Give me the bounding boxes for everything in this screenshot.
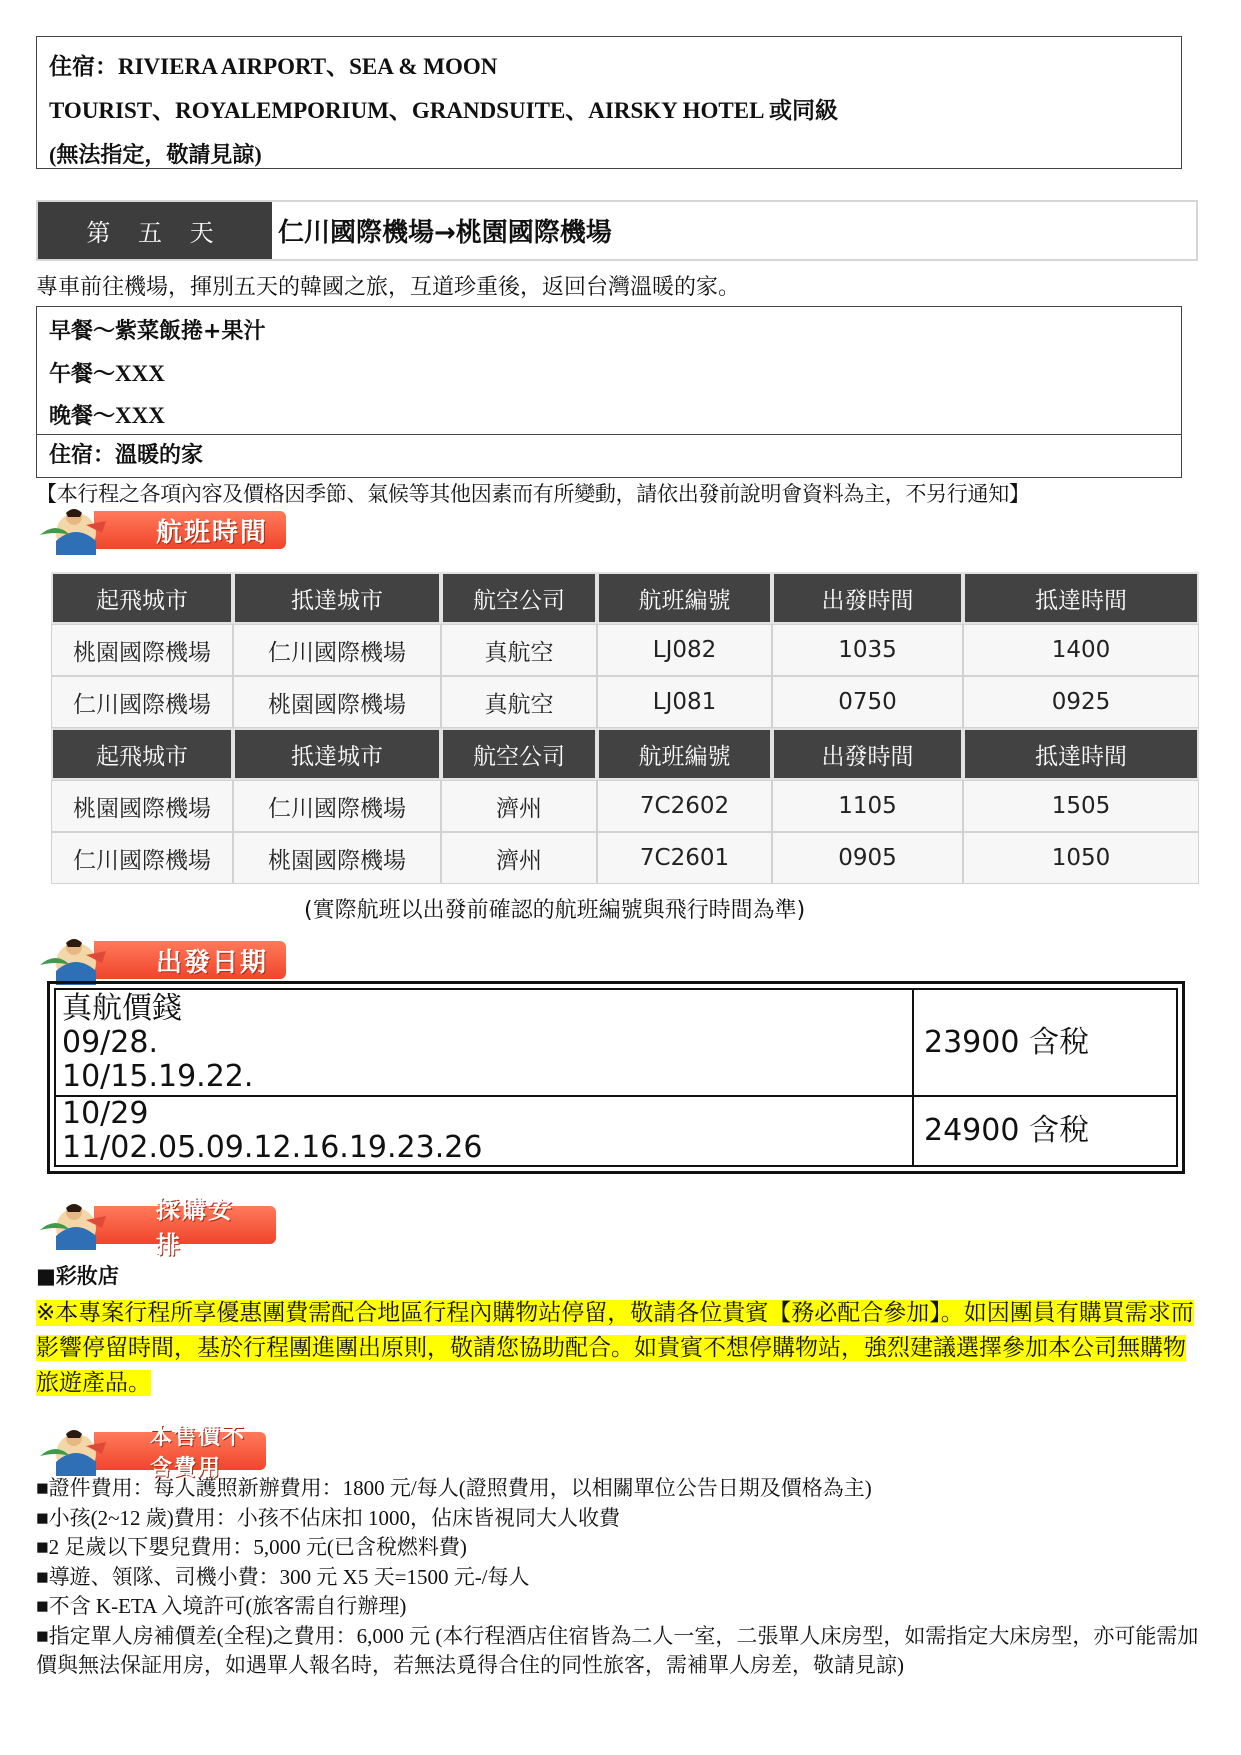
- table-row: 桃園國際機場 仁川國際機場 真航空 LJ082 1035 1400: [51, 624, 1199, 676]
- hotel-info-box: [36, 36, 1182, 169]
- day-header: [36, 200, 1198, 261]
- hotel-line-1: 住宿：RIVIERA AIRPORT、SEA & MOON: [49, 54, 498, 79]
- header-flight-number: 航班編號: [597, 572, 772, 624]
- table-row: 仁川國際機場 桃園國際機場 真航空 LJ081 0750 0925: [51, 676, 1199, 728]
- price-amount: 23900 含稅: [913, 989, 1177, 1096]
- shopping-note: ※本專案行程所享優惠團費需配合地區行程內購物站停留，敬請各位貴賓【務必配合參加】。如因團員有購買需求而影響停留時間，基於行程團進團出原則，敬請您協助配合。如貴賓不想停購物站，強烈建議選擇參加本公司無購物旅遊產品。: [36, 1300, 1194, 1396]
- traveler-icon: [36, 935, 110, 985]
- list-item: ■不含 K-ETA 入境許可(旅客需自行辦理): [36, 1594, 407, 1618]
- price-table-frame: [47, 981, 1185, 1174]
- price-dates: 10/29 11/02.05.09.12.16.19.23.26: [55, 1096, 913, 1166]
- price-dates: 真航價錢 09/28. 10/15.19.22.: [55, 989, 913, 1096]
- stay-info: 住宿：溫暖的家: [36, 434, 1182, 478]
- list-item: ■小孩(2~12 歲)費用：小孩不佔床扣 1000，佔床皆視同大人收費: [36, 1505, 621, 1530]
- hotel-line-2: TOURIST、ROYALEMPORIUM、GRANDSUITE、AIRSKY HOTEL 或同級: [49, 98, 838, 123]
- excluded-fees-list: [36, 1474, 1206, 1681]
- traveler-icon: [36, 505, 110, 555]
- day-route: 仁川國際機場→桃園國際機場: [278, 218, 612, 248]
- list-item: ■證件費用：每人護照新辦費用：1800 元/每人(證照費用，以相關單位公告日期及價格為主): [36, 1476, 872, 1500]
- shopping-section-title: 採購安排: [94, 1206, 276, 1244]
- excluded-fees-banner: [36, 1425, 266, 1481]
- list-item: ■指定單人房補價差(全程)之費用：6,000 元 (本行程酒店住宿皆為二人一室，二張單人床房型，如需指定大床房型，亦可能需加價與無法保証用房，如遇單人報名時，若無法覓得合住的同性旅客，需補單人房差，敬請見諒): [36, 1623, 1199, 1677]
- table-row: 桃園國際機場 仁川國際機場 濟州 7C2602 1105 1505: [51, 780, 1199, 832]
- day-label: 第 五 天: [38, 202, 272, 259]
- meal-lunch: 午餐～XXX: [49, 361, 165, 387]
- price-table: [54, 988, 1178, 1167]
- header-departure-city: 起飛城市: [51, 572, 233, 624]
- itinerary-notice: 【本行程之各項內容及價格因季節、氣候等其他因素而有所變動，請依出發前說明會資料為主，不另行通知】: [36, 482, 1030, 506]
- departure-section-banner: [36, 935, 296, 979]
- header-arrival-city: 抵達城市: [233, 572, 441, 624]
- table-row: [55, 989, 1177, 1096]
- hotel-line-3: (無法指定，敬請見諒): [49, 142, 262, 167]
- shopping-section-banner: [36, 1196, 276, 1259]
- flights-section-banner: [36, 505, 296, 549]
- table-row: [55, 1096, 1177, 1166]
- header-departure-time: 出發時間: [772, 572, 963, 624]
- traveler-icon: [36, 1426, 110, 1476]
- flight-note: (實際航班以出發前確認的航班編號與飛行時間為準): [304, 898, 806, 923]
- meal-dinner: 晚餐～XXX: [49, 403, 165, 429]
- day-description: 專車前往機場，揮別五天的韓國之旅，互道珍重後，返回台灣溫暖的家。: [36, 275, 741, 300]
- list-item: ■2 足歲以下嬰兒費用：5,000 元(已含稅燃料費): [36, 1535, 467, 1559]
- meal-breakfast: 早餐～紫菜飯捲+果汁: [49, 319, 266, 344]
- shopping-title: ■彩妝店: [36, 1264, 119, 1288]
- flight-table-header: 起飛城市 抵達城市 航空公司 航班編號 出發時間 抵達時間: [51, 728, 1199, 780]
- header-arrival-time: 抵達時間: [963, 572, 1199, 624]
- flight-table: [51, 572, 1199, 884]
- price-amount: 24900 含稅: [913, 1096, 1177, 1166]
- flight-table-header: [51, 572, 1199, 624]
- list-item: ■導遊、領隊、司機小費：300 元 X5 天=1500 元-/每人: [36, 1564, 530, 1589]
- header-airline: 航空公司: [441, 572, 597, 624]
- excluded-fees-title: 本售價不含費用: [94, 1432, 266, 1470]
- table-row: 仁川國際機場 桃園國際機場 濟州 7C2601 0905 1050: [51, 832, 1199, 884]
- traveler-icon: [36, 1200, 110, 1250]
- departure-section-title: 出發日期: [94, 941, 286, 979]
- meals-box: [36, 306, 1182, 434]
- flights-section-title: 航班時間: [94, 511, 286, 549]
